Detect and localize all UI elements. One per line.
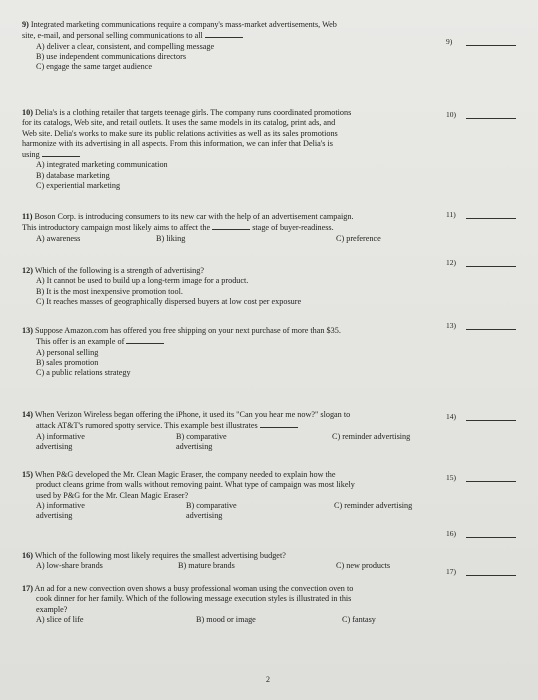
question-number: 9) [22, 20, 29, 29]
answer-number: 14) [446, 412, 456, 421]
option-row [36, 234, 462, 256]
answer-line[interactable] [466, 209, 516, 219]
question-text: product cleans grime from walls without removing paint. What type of campaign was most likely [36, 480, 355, 490]
option-c: C) a public relations strategy [36, 368, 131, 378]
question-text: Delia's is a clothing retailer that targets teenage girls. The company runs coordinated promotions [34, 108, 352, 117]
question-number: 17) [22, 584, 33, 593]
option-c: C) reminder advertising [334, 500, 413, 510]
question-9 [22, 20, 462, 72]
answer-9 [446, 36, 516, 46]
option-a: A) integrated marketing communication [36, 160, 168, 170]
question-text: Integrated marketing communications require a company's mass-market advertisements, Web [30, 20, 337, 29]
answer-17 [446, 566, 516, 576]
answer-11 [446, 209, 516, 219]
question-text: This offer is an example of [36, 337, 125, 347]
option-row [36, 561, 462, 573]
question-10 [22, 108, 462, 191]
answer-number: 12) [446, 258, 456, 267]
question-17 [22, 584, 462, 627]
question-number: 12) [22, 266, 33, 275]
option-b: B) sales promotion [36, 357, 99, 367]
option-c: C) experiential marketing [36, 181, 121, 191]
option-a: A) low-share brands [36, 561, 103, 571]
option-b: B) database marketing [36, 170, 110, 180]
answer-number: 15) [446, 473, 456, 482]
question-15 [22, 470, 462, 523]
answer-line[interactable] [466, 257, 516, 267]
question-text: for its catalogs, Web site, and retail outlets. It uses the same models in its catalog, print ads, and [22, 118, 336, 128]
option-a: A) informative advertising [36, 431, 85, 451]
page-number: 2 [266, 675, 270, 684]
option-c: C) fantasy [342, 614, 376, 624]
question-text: used by P&G for the Mr. Clean Magic Eraser? [36, 490, 189, 500]
option-a: A) personal selling [36, 347, 99, 357]
answer-line[interactable] [466, 472, 516, 482]
option-row [36, 432, 462, 454]
question-number: 15) [22, 470, 33, 479]
question-number: 11) [22, 212, 33, 221]
question-14 [22, 410, 462, 454]
question-text: An ad for a new convection oven shows a busy professional woman using the convection oven to [34, 584, 354, 593]
option-a: A) slice of life [36, 614, 84, 624]
answer-line[interactable] [466, 36, 516, 46]
option-a: A) deliver a clear, consistent, and compelling message [36, 41, 215, 51]
answer-number: 16) [446, 529, 456, 538]
question-11 [22, 212, 462, 256]
option-b: B) mature brands [178, 561, 235, 571]
option-c: C) new products [336, 561, 391, 571]
question-text: using [22, 150, 40, 160]
fill-blank [126, 336, 164, 344]
option-row [36, 615, 462, 627]
option-a: A) awareness [36, 233, 81, 243]
answer-16 [446, 528, 516, 538]
question-12 [22, 266, 462, 307]
question-text: attack AT&T's rumored spotty service. This example best illustrates [36, 421, 258, 431]
question-text: cook dinner for her family. Which of the following message execution styles is illustrated in this [36, 594, 352, 604]
question-text: When P&G developed the Mr. Clean Magic Eraser, the company needed to explain how the [34, 470, 336, 479]
option-c: C) engage the same target audience [36, 62, 153, 72]
option-a: A) It cannot be used to build up a long-term image for a product. [36, 276, 249, 286]
question-number: 10) [22, 108, 33, 117]
question-13 [22, 326, 462, 378]
answer-line[interactable] [466, 109, 516, 119]
question-number: 13) [22, 326, 33, 335]
answer-line[interactable] [466, 411, 516, 421]
question-number: 16) [22, 551, 33, 560]
option-b: B) liking [156, 233, 186, 243]
question-16 [22, 551, 462, 573]
answer-number: 9) [446, 37, 453, 46]
option-c: C) preference [336, 233, 381, 243]
question-text: This introductory campaign most likely aims to affect the [22, 223, 211, 233]
answer-line[interactable] [466, 566, 516, 576]
fill-blank [205, 30, 243, 38]
answer-number: 13) [446, 321, 456, 330]
fill-blank [212, 222, 250, 230]
option-c: C) reminder advertising [332, 431, 411, 441]
fill-blank [42, 149, 80, 157]
option-b: B) comparative advertising [186, 500, 237, 520]
answer-number: 10) [446, 110, 456, 119]
answer-line[interactable] [466, 528, 516, 538]
answer-number: 11) [446, 210, 456, 219]
option-b: B) use independent communications directors [36, 51, 187, 61]
question-text: harmonize with its advertising in all aspects. From this information, we can infer that Delia's is [22, 138, 333, 148]
fill-blank [260, 420, 298, 428]
question-text: example? [36, 604, 68, 614]
question-text: Suppose Amazon.com has offered you free shipping on your next purchase of more than $35. [34, 326, 341, 335]
question-text: Boson Corp. is introducing consumers to its new car with the help of an advertisement campaign. [34, 212, 354, 221]
answer-12 [446, 257, 516, 267]
option-a: A) informative advertising [36, 500, 85, 520]
answer-10 [446, 109, 516, 119]
answer-number: 17) [446, 567, 456, 576]
question-text: Web site. Delia's works to make sure its public relations activities as well as its sales promotions [22, 128, 338, 138]
answer-line[interactable] [466, 320, 516, 330]
answer-14 [446, 411, 516, 421]
option-b: B) mood or image [196, 614, 256, 624]
answer-13 [446, 320, 516, 330]
question-text: stage of buyer-readiness. [252, 223, 334, 233]
question-text: Which of the following is a strength of advertising? [34, 266, 204, 275]
answer-15 [446, 472, 516, 482]
option-b: B) comparative advertising [176, 431, 227, 451]
question-text: When Verizon Wireless began offering the iPhone, it used its "Can you hear me now?" slogan to [34, 410, 351, 419]
option-b: B) It is the most inexpensive promotion tool. [36, 286, 183, 296]
option-c: C) It reaches masses of geographically dispersed buyers at low cost per exposure [36, 296, 302, 306]
question-text: site, e-mail, and personal selling communications to all [22, 31, 203, 41]
question-number: 14) [22, 410, 33, 419]
option-row [36, 501, 462, 523]
question-text: Which of the following most likely requires the smallest advertising budget? [34, 551, 286, 560]
